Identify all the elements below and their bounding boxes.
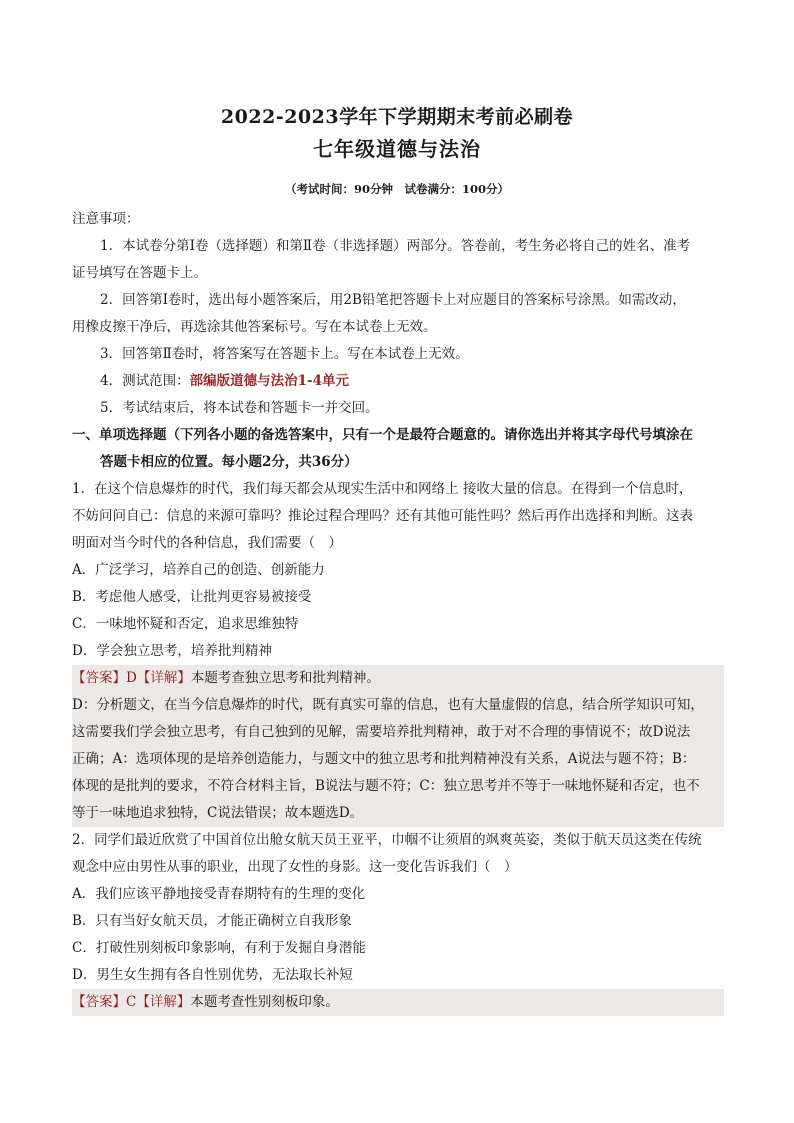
q1-stem-line: 不妨问问自己：信息的来源可靠吗？推论过程合理吗？还有其他可能性吗？然后再作出选择和判断。这表 — [72, 508, 693, 524]
exam-subtitle: 七年级道德与法治 — [313, 137, 481, 161]
q1-answer-block — [72, 665, 724, 827]
note-item-5: 5．考试结束后，将本试卷和答题卡一并交回。 — [100, 400, 379, 416]
q2-stem-line: 观念中应由男性从事的职业，出现了女性的身影。这一变化告诉我们（ ） — [72, 859, 518, 875]
q1-explain-line: 这需要我们学会独立思考，有自己独到的见解，需要培养批判精神，敢于对不合理的事情说不；故D说法 — [72, 724, 691, 740]
q1-option-c: C．一味地怀疑和否定，追求思维独特 — [72, 616, 299, 632]
q1-option-a: A．广泛学习，培养自己的创造、创新能力 — [72, 562, 325, 578]
exam-content — [72, 206, 724, 1016]
q1-answer-tag: 【答案】D【详解】 — [72, 670, 191, 686]
notes-heading: 注意事项： — [72, 211, 140, 227]
note-item-3: 3．回答第Ⅱ卷时，将答案写在答题卡上。写在本试卷上无效。 — [100, 346, 469, 362]
q2-answer-text: 本题考查性别刻板印象。 — [190, 994, 339, 1010]
note-item-2: 2．回答第Ⅰ卷时，选出每小题答案后，用2B铅笔把答题卡上对应题目的答案标号涂黑。如需改动， — [100, 292, 686, 308]
q1-explain-line: 等于一味地追求独特，C说法错误；故本题选D。 — [72, 805, 364, 821]
q1-explain-line: D：分析题文，在当今信息爆炸的时代，既有真实可靠的信息，也有大量虚假的信息，结合所学知识可知， — [72, 697, 704, 713]
q1-explain-line: 正确；A：选项体现的是培养创造能力，与题文中的独立思考和批判精神没有关系，A说法与题不符；B： — [72, 751, 696, 767]
q1-answer — [72, 665, 724, 692]
q2-option-c: C．打破性别刻板印象影响，有利于发掘自身潜能 — [72, 940, 366, 956]
q1-explain-line: 体现的是批判的要求，不符合材料主旨，B说法与题不符；C：独立思考并不等于一味地怀疑和否定，也不 — [72, 778, 700, 794]
q1-answer-text: 本题考查独立思考和批判精神。 — [190, 670, 380, 686]
q1-option-b: B．考虑他人感受，让批判更容易被接受 — [72, 589, 312, 605]
q2-answer-block — [72, 989, 724, 1016]
q2-option-a: A．我们应该平静地接受青春期特有的生理的变化 — [72, 886, 366, 902]
section-heading-cont: 答题卡相应的位置。每小题2分，共36分） — [100, 454, 358, 470]
q1-stem-line: 明面对当今时代的各种信息，我们需要（ ） — [72, 535, 342, 551]
q1-option-d: D．学会独立思考，培养批判精神 — [72, 643, 272, 659]
exam-info: （考试时间：90分钟 试卷满分：100分） — [284, 182, 509, 196]
note-item-4-label: 4．测试范围： — [100, 373, 190, 389]
note-item-2-cont: 用橡皮擦干净后，再选涂其他答案标号。写在本试卷上无效。 — [72, 319, 437, 335]
section-heading: 一、单项选择题（下列各小题的备选答案中，只有一个是最符合题意的。请你选出并将其字母代号填涂在 — [72, 427, 693, 443]
note-item-4 — [72, 368, 724, 395]
q2-option-d: D．男生女生拥有各自性别优势，无法取长补短 — [72, 967, 353, 983]
q2-option-b: B．只有当好女航天员，才能正确树立自我形象 — [72, 913, 352, 929]
q2-answer-tag: 【答案】C【详解】 — [72, 994, 191, 1010]
note-item-1: 1．本试卷分第Ⅰ卷（选择题）和第Ⅱ卷（非选择题）两部分。答卷前，考生务必将自己的姓名、准考 — [100, 238, 691, 254]
q2-answer — [72, 989, 724, 1016]
exam-title: 2022-2023学年下学期期末考前必刷卷 — [220, 106, 574, 128]
note-item-1-cont: 证号填写在答题卡上。 — [72, 265, 207, 281]
q1-stem-line: 1．在这个信息爆炸的时代，我们每天都会从现实生活中和网络上 接收大量的信息。在得到一个信息时， — [72, 481, 693, 497]
q2-stem-line: 2．同学们最近欣赏了中国首位出舱女航天员王亚平，巾帼不让须眉的飒爽英姿，类似于航天员这类在传统 — [72, 832, 702, 848]
note-item-4-scope: 部编版道德与法治1-4单元 — [189, 373, 349, 389]
